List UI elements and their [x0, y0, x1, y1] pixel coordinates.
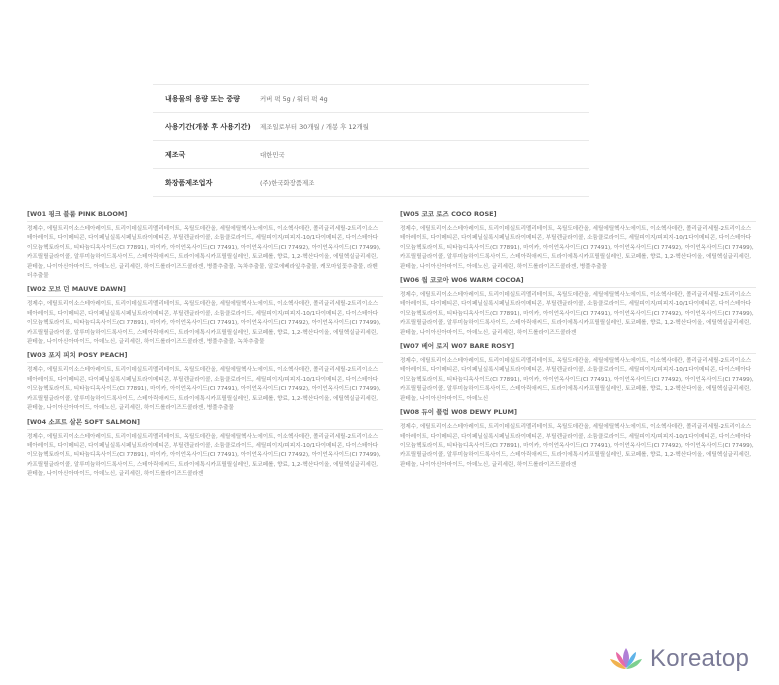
ingredient-block-w04	[27, 418, 383, 480]
ingredient-block-w02	[27, 285, 383, 347]
ingredient-block-w07	[400, 342, 756, 404]
ingredient-title: [W01 핑크 블룸 PINK BLOOM]	[27, 210, 383, 222]
ingredient-block-w06	[400, 276, 756, 338]
koreatop-logo	[608, 643, 768, 675]
ingredient-list: 정제수, 에틸트리이소스테아레이트, 트리이데실트리멜리테이트, 옥틸도데칸올, 세틸에틸헥사노에이트, 이소헥사데칸, 폴리글리세릴-2트리이소스테아레이트, 다이메티콘, 다이페닐실록시페닐트라이메티콘, 부틸렌글라이콜, 소듐클로라이드, 세틸피이지/피피지-10/1다이메티콘, 다이스테아다이모늄헥토라이트, 티타늄디옥사이드(CI 77891), 마이카, 아이언옥사이드(CI 77491), 아이언옥사이드(CI 77492), 아이언옥사이드(CI 77499), 카프릴릴글라이콜, 알루미늄하이드록사이드, 스테아릭애씨드, 트라이에톡시카프릴릴실레인, 토코페롤, 향료, 1,2-헥산다이올, 에틸헥실글리세린, 판테놀, 나이아신아마이드, 아데노신, 글리세린, 하이드롤라이즈드콜라겐, 병풀추출물	[400, 226, 754, 270]
ingredient-block-w05	[400, 210, 756, 272]
info-value: 대한민국	[260, 151, 285, 159]
ingredient-title: [W07 베어 로지 W07 BARE ROSY]	[400, 342, 756, 354]
ingredient-list: 정제수, 에틸트리이소스테아레이트, 트리이데실트리멜리테이트, 옥틸도데칸올, 세틸에틸헥사노에이트, 이소헥사데칸, 폴리글리세릴-2트리이소스테아레이트, 다이메티콘, 다이페닐실록시페닐트라이메티콘, 부틸렌글라이콜, 소듐클로라이드, 세틸피이지/피피지-10/1다이메티콘, 다이스테아다이모늄헥토라이트, 티타늄디옥사이드(CI 77891), 마이카, 아이언옥사이드(CI 77491), 아이언옥사이드(CI 77492), 아이언옥사이드(CI 77499), 카프릴릴글라이콜, 알루미늄하이드록사이드, 스테아릭애씨드, 트라이에톡시카프릴릴실레인, 토코페롤, 향료, 1,2-헥산다이올, 에틸헥실글리세린, 판테놀, 나이아신아마이드, 아데노신, 글리세린, 하이드롤라이즈드콜라겐, 병풀추출물, 녹차추출물	[27, 301, 381, 346]
lotus-icon	[608, 646, 644, 672]
info-label: 내용물의 용량 또는 중량	[165, 94, 240, 103]
ingredient-title: [W04 소프트 살몬 SOFT SALMON]	[27, 418, 383, 430]
ingredient-list: 정제수, 에틸트리이소스테아레이트, 트리이데실트리멜리테이트, 옥틸도데칸올, 세틸에틸헥사노에이트, 이소헥사데칸, 폴리글리세릴-2트리이소스테아레이트, 다이메티콘, 다이페닐실록시페닐트라이메티콘, 부틸렌글라이콜, 소듐클로라이드, 세틸피이지/피피지-10/1다이메티콘, 다이스테아다이모늄헥토라이트, 티타늄디옥사이드(CI 77891), 마이카, 아이언옥사이드(CI 77491), 아이언옥사이드(CI 77492), 아이언옥사이드(CI 77499), 카프릴릴글라이콜, 알루미늄하이드록사이드, 스테아릭애씨드, 트라이에톡시카프릴릴실레인, 토코페롤, 향료, 1,2-헥산다이올, 에틸헥실글리세린, 판테놀, 나이아신아마이드, 아데노신, 글리세린, 하이드롤라이즈드콜라겐	[400, 424, 754, 468]
product-info-table	[153, 84, 589, 197]
ingredient-title: [W05 코코 로즈 COCO ROSE]	[400, 210, 756, 222]
ingredient-title: [W06 웜 코코아 W06 WARM COCOA]	[400, 276, 756, 288]
ingredient-list: 정제수, 에틸트리이소스테아레이트, 트리이데실트리멜리테이트, 옥틸도데칸올, 세틸에틸헥사노에이트, 이소헥사데칸, 폴리글리세릴-2트리이소스테아레이트, 다이메티콘, 다이페닐실록시페닐트라이메티콘, 부틸렌글라이콜, 소듐클로라이드, 세틸피이지/피피지-10/1다이메티콘, 다이스테아다이모늄헥토라이트, 티타늄디옥사이드(CI 77891), 마이카, 아이언옥사이드(CI 77491), 아이언옥사이드(CI 77492), 아이언옥사이드(CI 77499), 카프릴릴글라이콜, 알루미늄하이드록사이드, 스테아릭애씨드, 트라이에톡시카프릴릴실레인, 토코페롤, 향료, 1,2-헥산다이올, 에틸헥실글리세린, 판테놀, 나이아신아마이드, 아데노신, 글리세린, 하이드롤라이즈드콜라겐	[400, 292, 754, 336]
info-row-volume	[153, 85, 589, 113]
ingredient-list: 정제수, 에틸트리이소스테아레이트, 트리이데실트리멜리테이트, 옥틸도데칸올, 세틸에틸헥사노에이트, 이소헥사데칸, 폴리글리세릴-2트리이소스테아레이트, 다이메티콘, 다이페닐실록시페닐트라이메티콘, 부틸렌글라이콜, 소듐클로라이드, 세틸피이지/피피지-10/1다이메티콘, 다이스테아다이모늄헥토라이트, 티타늄디옥사이드(CI 77891), 마이카, 아이언옥사이드(CI 77491), 아이언옥사이드(CI 77492), 아이언옥사이드(CI 77499), 카프릴릴글라이콜, 알루미늄하이드록사이드, 스테아릭애씨드, 트라이에톡시카프릴릴실레인, 토코페롤, 향료, 1,2-헥산다이올, 에틸헥실글리세린, 판테놀, 나이아신아마이드, 아데노신, 글리세린, 하이드롤라이즈드콜라겐, 병풀추출물, 녹차추출물, 알로에베라잎추출물, 캐모마일꽃추출물, 라벤더추출물	[27, 226, 381, 280]
ingredient-list: 정제수, 에틸트리이소스테아레이트, 트리이데실트리멜리테이트, 옥틸도데칸올, 세틸에틸헥사노에이트, 이소헥사데칸, 폴리글리세릴-2트리이소스테아레이트, 다이메티콘, 다이페닐실록시페닐트라이메티콘, 부틸렌글라이콜, 소듐클로라이드, 세틸피이지/피피지-10/1다이메티콘, 다이스테아다이모늄헥토라이트, 티타늄디옥사이드(CI 77891), 마이카, 아이언옥사이드(CI 77491), 아이언옥사이드(CI 77492), 아이언옥사이드(CI 77499), 카프릴릴글라이콜, 알루미늄하이드록사이드, 스테아릭애씨드, 트라이에톡시카프릴릴실레인, 토코페롤, 향료, 1,2-헥산다이올, 에틸헥실글리세린, 판테놀, 나이아신아마이드, 아데노신, 글리세린, 하이드롤라이즈드콜라겐	[27, 433, 381, 478]
info-label: 제조국	[165, 150, 186, 159]
info-row-manufacturer	[153, 169, 589, 197]
info-value: (주)한국화장품제조	[260, 179, 315, 187]
info-value: 커버 퍽 5g / 워터 퍽 4g	[260, 95, 328, 103]
ingredient-title: [W03 포지 피치 POSY PEACH]	[27, 351, 383, 363]
ingredient-title: [W02 모브 던 MAUVE DAWN]	[27, 285, 383, 297]
info-row-country	[153, 141, 589, 169]
info-label: 사용기간(개봉 후 사용기간)	[165, 122, 251, 131]
info-row-period	[153, 113, 589, 141]
ingredient-block-w08	[400, 408, 756, 470]
ingredient-block-w01	[27, 210, 383, 281]
logo-text: Koreatop	[650, 645, 750, 672]
info-value: 제조일로부터 30개월 / 개봉 후 12개월	[260, 123, 369, 131]
ingredient-title: [W08 듀이 플럼 W08 DEWY PLUM]	[400, 408, 756, 420]
ingredients-column-left	[27, 210, 383, 484]
ingredient-list: 정제수, 에틸트리이소스테아레이트, 트리이데실트리멜리테이트, 옥틸도데칸올, 세틸에틸헥사노에이트, 이소헥사데칸, 폴리글리세릴-2트리이소스테아레이트, 다이메티콘, 다이페닐실록시페닐트라이메티콘, 부틸렌글라이콜, 소듐클로라이드, 세틸피이지/피피지-10/1다이메티콘, 다이스테아다이모늄헥토라이트, 티타늄디옥사이드(CI 77891), 마이카, 아이언옥사이드(CI 77491), 아이언옥사이드(CI 77492), 아이언옥사이드(CI 77499), 카프릴릴글라이콜, 알루미늄하이드록사이드, 스테아릭애씨드, 트라이에톡시카프릴릴실레인, 토코페롤, 향료, 1,2-헥산다이올, 에틸헥실글리세린, 판테놀, 나이아신아마이드, 아데노신	[400, 358, 754, 402]
ingredients-column-right	[400, 210, 756, 474]
ingredient-list: 정제수, 에틸트리이소스테아레이트, 트리이데실트리멜리테이트, 옥틸도데칸올, 세틸에틸헥사노에이트, 이소헥사데칸, 폴리글리세릴-2트리이소스테아레이트, 다이메티콘, 다이페닐실록시페닐트라이메티콘, 부틸렌글라이콜, 소듐클로라이드, 세틸피이지/피피지-10/1다이메티콘, 다이스테아다이모늄헥토라이트, 티타늄디옥사이드(CI 77891), 마이카, 아이언옥사이드(CI 77491), 아이언옥사이드(CI 77492), 아이언옥사이드(CI 77499), 카프릴릴글라이콜, 알루미늄하이드록사이드, 스테아릭애씨드, 트라이에톡시카프릴릴실레인, 토코페롤, 향료, 1,2-헥산다이올, 에틸헥실글리세린, 판테놀, 나이아신아마이드, 아데노신, 글리세린, 하이드롤라이즈드콜라겐, 병풀추출물	[27, 367, 381, 412]
info-label: 화장품제조업자	[165, 178, 213, 187]
ingredient-block-w03	[27, 351, 383, 413]
